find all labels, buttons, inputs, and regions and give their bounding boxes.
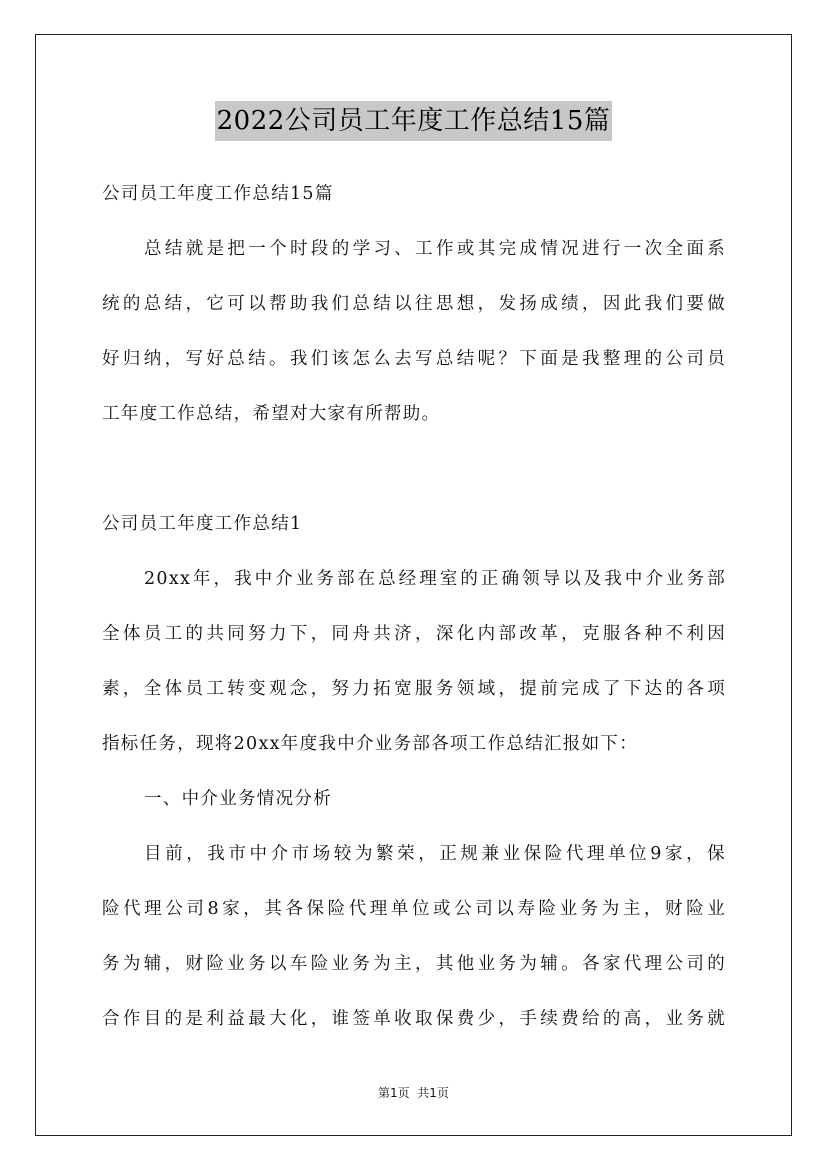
paragraph-line: 统的总结，它可以帮助我们总结以往思想，发扬成绩，因此我们要做 (102, 294, 726, 314)
paragraph-line: 好归纳，写好总结。我们该怎么去写总结呢？下面是我整理的公司员 (102, 349, 726, 369)
paragraph-line: 合作目的是利益最大化，谁签单收取保费少，手续费给的高，业务就 (102, 1009, 726, 1029)
title-wrap (0, 101, 827, 141)
paragraph-line: 险代理公司8家，其各保险代理单位或公司以寿险业务为主，财险业 (102, 899, 726, 919)
document-title: 2022公司员工年度工作总结15篇 (215, 101, 613, 141)
paragraph-line: 务为辅，财险业务以车险业务为主，其他业务为辅。各家代理公司的 (102, 954, 726, 974)
page-number: 第1页 共1页 (378, 1086, 449, 1100)
blank-line (102, 445, 726, 500)
paragraph-line: 目前，我市中介市场较为繁荣，正规兼业保险代理单位9家，保 (144, 844, 726, 864)
paragraph-line: 素，全体员工转变观念，努力拓宽服务领域，提前完成了下达的各项 (102, 679, 726, 699)
section-heading: 公司员工年度工作总结1 (102, 514, 303, 534)
document-body (102, 170, 726, 1050)
paragraph-line: 20xx年，我中介业务部在总经理室的正确领导以及我中介业务部 (144, 569, 726, 589)
paragraph-line: 工年度工作总结，希望对大家有所帮助。 (102, 404, 441, 424)
page-footer (0, 1084, 827, 1101)
paragraph-line: 全体员工的共同努力下，同舟共济，深化内部改革，克服各种不利因 (102, 624, 726, 644)
paragraph-line: 总结就是把一个时段的学习、工作或其完成情况进行一次全面系 (144, 239, 726, 259)
subsection-heading: 一、中介业务情况分析 (144, 789, 332, 809)
paragraph-line: 指标任务，现将20xx年度我中介业务部各项工作总结汇报如下： (102, 734, 639, 754)
section-heading: 公司员工年度工作总结15篇 (102, 184, 334, 204)
